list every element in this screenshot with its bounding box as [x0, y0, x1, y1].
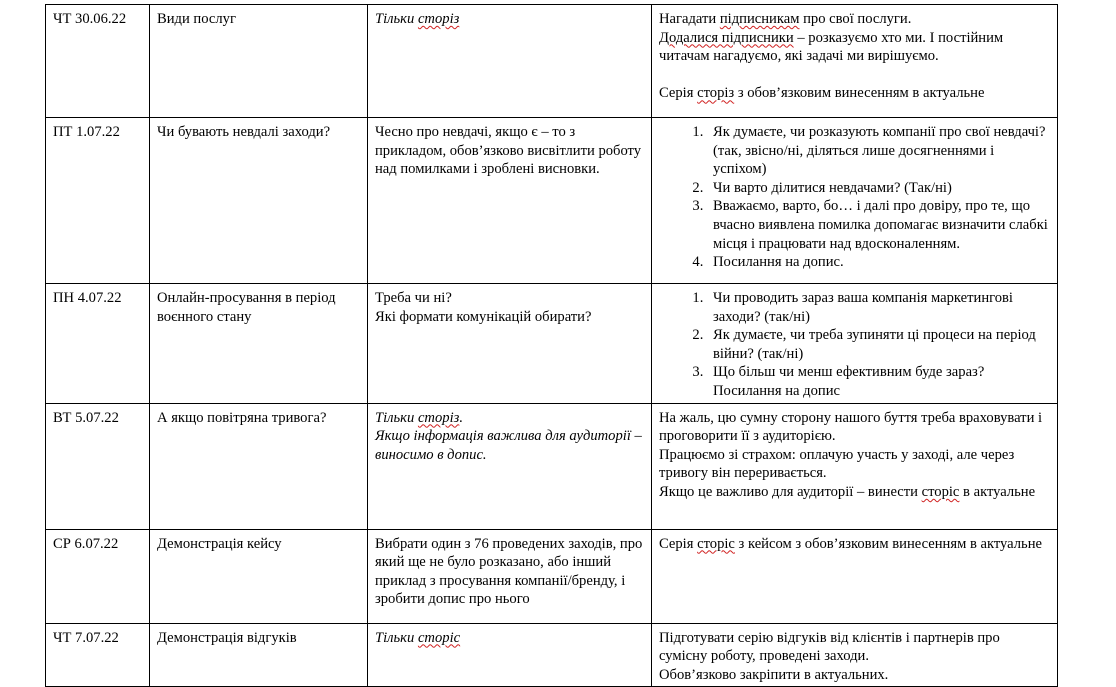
list-item: 4. Посилання на допис. — [707, 253, 1050, 272]
date-cell: ПТ 1.07.22 — [46, 118, 150, 284]
format-cell: Тільки сторіз — [368, 5, 652, 118]
format-cell: Чесно про невдачі, якщо є – то з прикладом, обов’язково висвітлити роботу над помилками і зроблені висновки. — [368, 118, 652, 284]
content-cell: Серія сторіс з кейсом з обов’язковим винесенням в актуальне — [652, 529, 1058, 623]
numbered-list — [659, 289, 1050, 401]
content-cell — [652, 284, 1058, 404]
list-item: 3. Що більш чи менш ефективним буде зараз? Посилання на допис — [707, 363, 1050, 400]
content-cell — [652, 623, 1058, 687]
content-line: Серія сторіз з обов’язковим винесенням в актуальне — [659, 85, 985, 102]
list-item: 1. Чи проводить зараз ваша компанія маркетингові заходи? (так/ні) — [707, 289, 1050, 326]
topic-cell: А якщо повітряна тривога? — [150, 403, 368, 529]
content-line: Підготувати серію відгуків від клієнтів і партнерів про сумісну роботу, проведені заходи. — [659, 629, 1000, 665]
numbered-list — [659, 123, 1050, 272]
list-item: 2. Чи варто ділитися невдачами? (Так/ні) — [707, 179, 1050, 198]
content-line: Працюємо зі страхом: оплачую участь у заході, але через тривогу він переривається. — [659, 446, 1015, 482]
date-cell: ЧТ 30.06.22 — [46, 5, 150, 118]
date-cell: ПН 4.07.22 — [46, 284, 150, 404]
content-cell — [652, 5, 1058, 118]
table-row — [46, 403, 1058, 529]
content-line: Додалися підписники – розказуємо хто ми. І постійним читачам нагадуємо, які задачі ми вирішуємо. — [659, 29, 1004, 65]
content-cell — [652, 403, 1058, 529]
table-row — [46, 284, 1058, 404]
content-line: На жаль, цю сумну сторону нашого буття треба враховувати і проговорити її з аудиторією. — [659, 409, 1043, 445]
date-cell: ЧТ 7.07.22 — [46, 623, 150, 687]
topic-cell: Онлайн-просування в період воєнного стану — [150, 284, 368, 404]
table-row — [46, 529, 1058, 623]
table-row — [46, 118, 1058, 284]
format-line: Тільки сторіз. — [375, 409, 463, 426]
list-item: 1. Як думаєте, чи розказують компанії про свої невдачі? (так, звісно/ні, діляться лише досягненнями і успіхом) — [707, 123, 1050, 179]
format-cell — [368, 284, 652, 404]
topic-cell: Демонстрація кейсу — [150, 529, 368, 623]
topic-cell: Види послуг — [150, 5, 368, 118]
format-cell: Вибрати один з 76 проведених заходів, про який ще не було розказано, або інший приклад з просування компанії/бренду, і зробити допис про нього — [368, 529, 652, 623]
list-item: 2. Як думаєте, чи треба зупиняти ці процеси на період війни? (так/ні) — [707, 326, 1050, 363]
content-plan-table — [45, 4, 1058, 687]
format-cell: Тільки сторіс — [368, 623, 652, 687]
format-cell — [368, 403, 652, 529]
topic-cell: Демонстрація відгуків — [150, 623, 368, 687]
date-cell: СР 6.07.22 — [46, 529, 150, 623]
content-cell — [652, 118, 1058, 284]
table-row — [46, 5, 1058, 118]
content-line: Якщо це важливо для аудиторії – винести сторіс в актуальне — [659, 483, 1036, 500]
topic-cell: Чи бувають невдалі заходи? — [150, 118, 368, 284]
content-line: Обов’язково закріпити в актуальних. — [659, 666, 889, 683]
format-line: Якщо інформація важлива для аудиторії – виносимо в допис. — [375, 428, 642, 463]
format-line: Треба чи ні? — [375, 290, 452, 306]
content-line: Нагадати підписникам про свої послуги. — [659, 11, 912, 27]
table-row — [46, 623, 1058, 687]
format-line: Які формати комунікацій обирати? — [375, 308, 592, 325]
date-cell: ВТ 5.07.22 — [46, 403, 150, 529]
list-item: 3. Вважаємо, варто, бо… і далі про довіру, про те, що вчасно виявлена помилка допомагає визначити слабкі місця і працювати над вдосконаленням. — [707, 197, 1050, 253]
